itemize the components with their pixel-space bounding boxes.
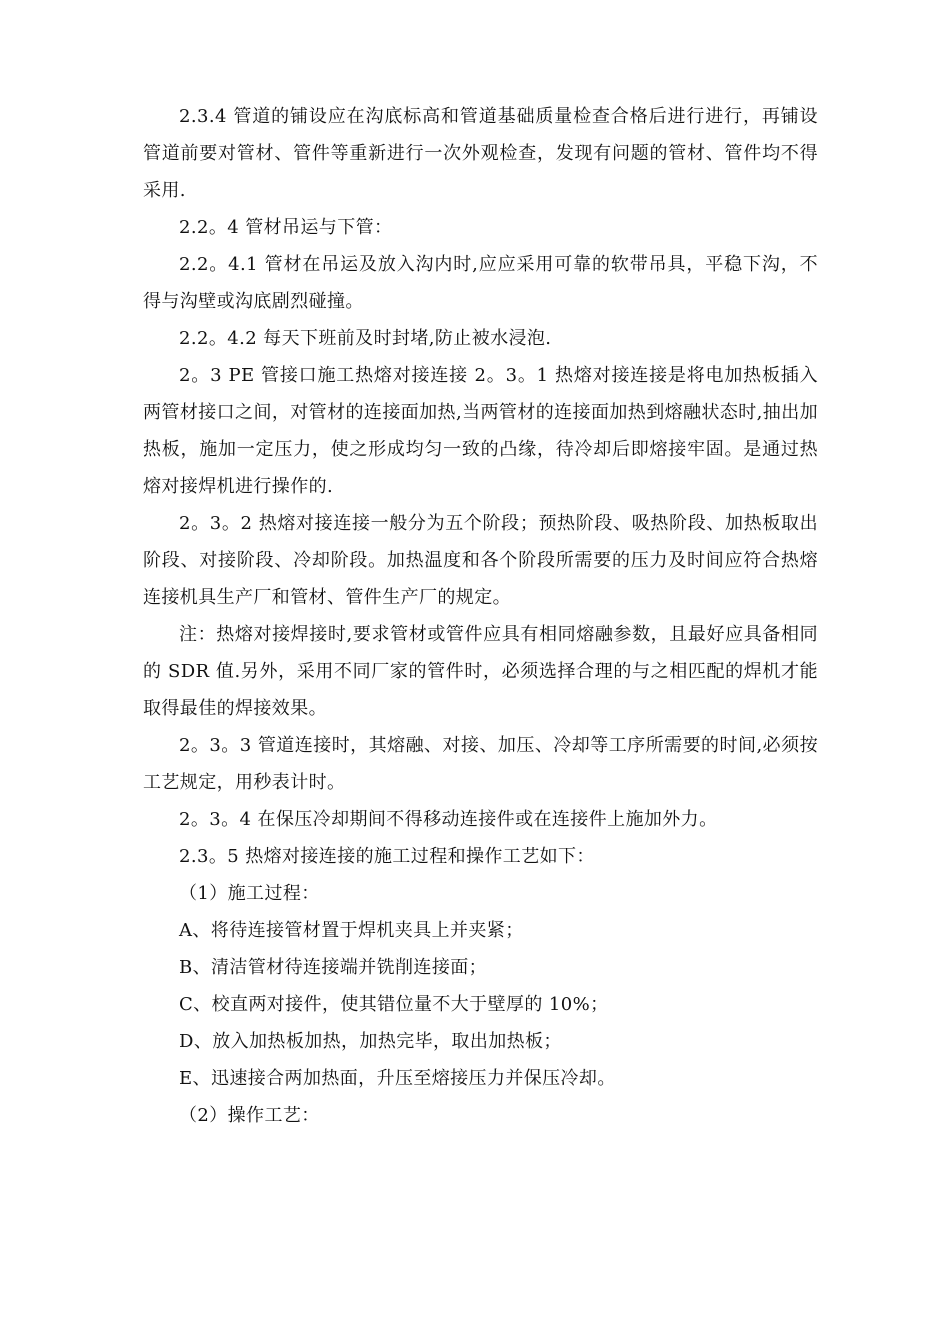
note-paragraph: 注：热熔对接焊接时,要求管材或管件应具有相同熔融参数，且最好应具备相同的 SDR 值.另外，采用不同厂家的管件时，必须选择合理的与之相匹配的焊机才能取得最佳的焊接效果。 — [143, 624, 818, 719]
paragraph-2-3-3: 2。3。3 管道连接时，其熔融、对接、加压、冷却等工序所需要的时间,必须按工艺规定，用秒表计时。 — [143, 735, 818, 793]
list-item-e: E、迅速接合两加热面，升压至熔接压力并保压冷却。 — [179, 1068, 616, 1089]
paragraph-2-2-4-heading: 2.2。4 管材吊运与下管： — [179, 217, 393, 238]
paragraph-2-3-5: 2.3。5 热熔对接连接的施工过程和操作工艺如下： — [179, 846, 595, 867]
list-item-c: C、校直两对接件，使其错位量不大于壁厚的 10%； — [179, 994, 609, 1015]
document-body — [143, 98, 818, 1134]
paragraph-2-3-1: 2。3 PE 管接口施工热熔对接连接 2。3。1 热熔对接连接是将电加热板插入两管材接口之间，对管材的连接面加热,当两管材的连接面加热到熔融状态时,抽出加热板，施加一定压力，使之形成均匀一致的凸缘，待冷却后即熔接牢固。是通过热熔对接焊机进行操作的. — [143, 365, 818, 497]
list-item-a: A、将待连接管材置于焊机夹具上并夹紧； — [179, 920, 524, 941]
paragraph-2-3-4b: 2。3。4 在保压冷却期间不得移动连接件或在连接件上施加外力。 — [179, 809, 718, 830]
list-item-b: B、清洁管材待连接端并铣削连接面； — [179, 957, 488, 978]
construction-process-heading: （1）施工过程： — [179, 883, 320, 904]
paragraph-2-3-2: 2。3。2 热熔对接连接一般分为五个阶段；预热阶段、吸热阶段、加热板取出阶段、对接阶段、冷却阶段。加热温度和各个阶段所需要的压力及时间应符合热熔连接机具生产厂和管材、管件生产厂的规定。 — [143, 513, 818, 608]
paragraph-2-2-4-1: 2.2。4.1 管材在吊运及放入沟内时,应应采用可靠的软带吊具，平稳下沟，不得与沟壁或沟底剧烈碰撞。 — [143, 254, 818, 312]
list-item-d: D、放入加热板加热，加热完毕，取出加热板； — [179, 1031, 562, 1052]
operation-process-heading: （2）操作工艺： — [179, 1105, 320, 1126]
paragraph-2-2-4-2: 2.2。4.2 每天下班前及时封堵,防止被水浸泡. — [179, 328, 552, 349]
paragraph-2-3-4: 2.3.4 管道的铺设应在沟底标高和管道基础质量检查合格后进行进行，再铺设管道前要对管材、管件等重新进行一次外观检查，发现有问题的管材、管件均不得采用. — [143, 106, 818, 201]
